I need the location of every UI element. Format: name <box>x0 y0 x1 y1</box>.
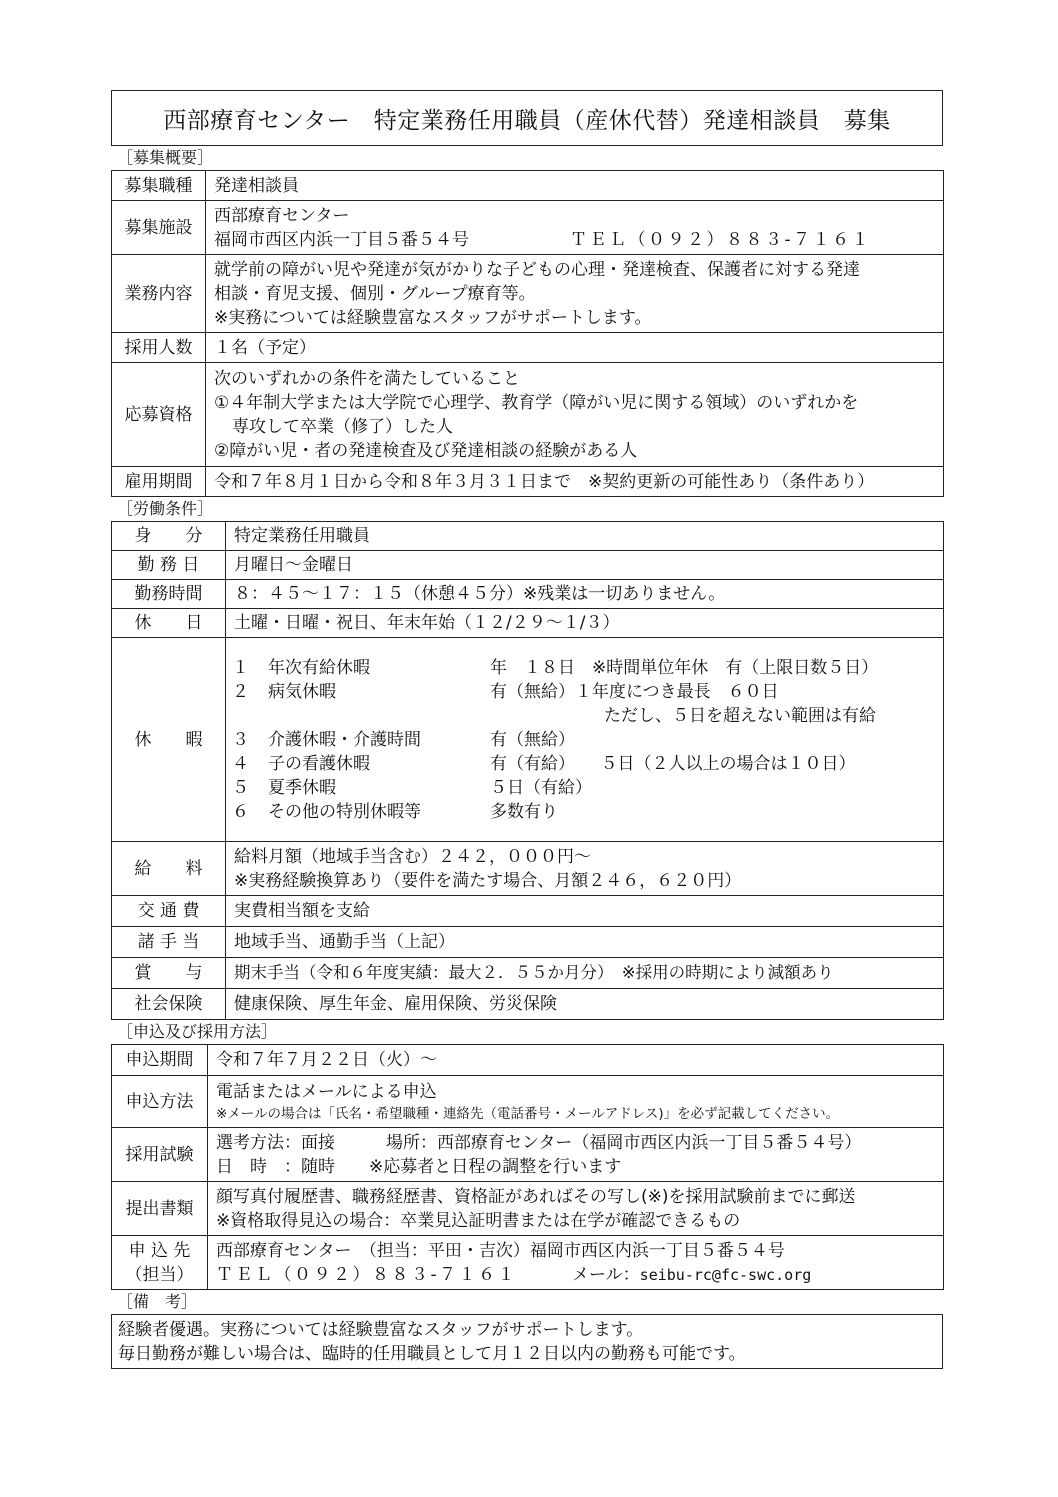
duties-line: ※実務については経験豊富なスタッフがサポートします。 <box>214 307 652 328</box>
apply-method-value <box>208 1076 944 1128</box>
documents-line: 顔写真付履歴書、職務経歴書、資格証があればその写し(※)を採用試験前までに郵送 <box>216 1186 856 1207</box>
contact-line: 西部療育センター （担当：平田・吉次）福岡市西区内浜一丁目５番５４号 <box>216 1240 785 1261</box>
status-label: 身 分 <box>112 522 226 551</box>
contact-label-line: （担当） <box>125 1264 194 1285</box>
salary-label: 給 料 <box>112 842 226 896</box>
table-row <box>112 201 944 255</box>
duties-line: 相談・育児支援、個別・グループ療育等。 <box>214 283 536 304</box>
leave-name: 年次有給休暇 <box>268 657 370 678</box>
leave-num: １ <box>232 657 249 678</box>
table-row <box>112 609 944 638</box>
leave-detail: 有（有給） ５日（２人以上の場合は１０日） <box>490 753 856 774</box>
employment-period-label: 雇用期間 <box>112 467 206 497</box>
qualification-line: 次のいずれかの条件を満たしていること <box>214 368 520 389</box>
facility-tel: ＴＥＬ（０９２）８８３-７１６１ <box>570 229 872 250</box>
contact-mail[interactable]: seibu-rc@fc-swc.org <box>639 1265 812 1284</box>
leave-detail: ５日（有給） <box>490 777 592 798</box>
table-row <box>112 1076 944 1128</box>
qualification-line: 専攻して卒業（修了）した人 <box>232 416 453 437</box>
table-row <box>112 255 944 333</box>
facility-name: 西部療育センター <box>214 205 350 226</box>
workdays-value: 月曜日～金曜日 <box>226 551 944 580</box>
leave-detail: ただし、５日を超えない範囲は有給 <box>604 705 876 726</box>
leave-item <box>232 800 943 824</box>
contact-label <box>112 1236 208 1290</box>
apply-method-line: 電話またはメールによる申込 <box>216 1081 437 1102</box>
remarks-line: 毎日勤務が難しい場合は、臨時的任用職員として月１２日以内の勤務も可能です。 <box>118 1343 746 1364</box>
table-row <box>112 638 944 842</box>
qualification-line: ①４年制大学または大学院で心理学、教育学（障がい児に関する領域）のいずれかを <box>214 392 859 413</box>
leave-name: 子の看護休暇 <box>268 753 370 774</box>
leave-item <box>232 776 943 800</box>
leave-item <box>232 656 943 680</box>
duties-label: 業務内容 <box>112 255 206 333</box>
holidays-label: 休 日 <box>112 609 226 638</box>
documents-value <box>208 1182 944 1236</box>
leave-name: その他の特別休暇等 <box>268 801 421 822</box>
conditions-table <box>111 521 944 1020</box>
leave-name: 介護休暇・介護時間 <box>268 729 421 750</box>
duties-line: 就学前の障がい児や発達が気がかりな子どもの心理・発達検査、保護者に対する発達 <box>214 259 860 280</box>
table-row <box>112 467 944 497</box>
allowance-value: 地域手当、通勤手当（上記） <box>226 927 944 958</box>
table-row <box>112 333 944 363</box>
contact-value <box>208 1236 944 1290</box>
leave-num: ６ <box>232 801 249 822</box>
contact-tel: ＴＥＬ（０９２）８８３-７１６１ <box>216 1264 518 1285</box>
employment-period-value: 令和７年８月１日から令和８年３月３１日まで ※契約更新の可能性あり（条件あり） <box>206 467 944 497</box>
salary-value <box>226 842 944 896</box>
bonus-label: 賞 与 <box>112 958 226 989</box>
leave-num: ４ <box>232 753 249 774</box>
section-heading-overview: ［募集概要］ <box>117 148 214 167</box>
leave-num: ５ <box>232 777 249 798</box>
apply-method-label: 申込方法 <box>112 1076 208 1128</box>
leave-detail: 有（無給） <box>490 729 575 750</box>
contact-tel-row <box>216 1263 943 1287</box>
count-label: 採用人数 <box>112 333 206 363</box>
table-row <box>112 842 944 896</box>
duties-value <box>206 255 944 333</box>
page-title: 西部療育センター 特定業務任用職員（産休代替）発達相談員 募集 <box>111 90 943 146</box>
leave-detail: 多数有り <box>490 801 558 822</box>
section-heading-apply: ［申込及び採用方法］ <box>117 1022 278 1041</box>
transport-label: 交 通 費 <box>112 896 226 927</box>
table-row <box>112 1045 944 1076</box>
contact-label-line: 申 込 先 <box>128 1240 191 1261</box>
documents-line: ※資格取得見込の場合：卒業見込証明書または在学が確認できるもの <box>216 1210 741 1231</box>
table-row <box>112 171 944 201</box>
apply-table <box>111 1044 944 1290</box>
table-row <box>112 1236 944 1290</box>
holidays-value: 土曜・日曜・祝日、年末年始（１２/２９～１/３） <box>226 609 944 638</box>
transport-value: 実費相当額を支給 <box>226 896 944 927</box>
bonus-value: 期末手当（令和６年度実績：最大２．５５か月分） ※採用の時期により減額あり <box>226 958 944 989</box>
leave-num: ３ <box>232 729 249 750</box>
apply-period-label: 申込期間 <box>112 1045 208 1076</box>
remarks-table <box>111 1314 943 1369</box>
insurance-label: 社会保険 <box>112 989 226 1020</box>
allowance-label: 諸 手 当 <box>112 927 226 958</box>
section-heading-remarks: ［備 考］ <box>117 1292 198 1311</box>
insurance-value: 健康保険、厚生年金、雇用保険、労災保険 <box>226 989 944 1020</box>
leave-label: 休 暇 <box>112 638 226 842</box>
recruitment-document <box>111 90 943 1369</box>
contact-mail-label: メール： <box>572 1264 640 1285</box>
leave-detail: 年 １８日 ※時間単位年休 有（上限日数５日） <box>490 657 879 678</box>
table-row <box>112 896 944 927</box>
table-row <box>112 363 944 467</box>
facility-value <box>206 201 944 255</box>
table-row <box>112 551 944 580</box>
apply-period-value: 令和７年７月２２日（火）～ <box>208 1045 944 1076</box>
leave-item <box>232 752 943 776</box>
leave-num: ２ <box>232 681 249 702</box>
qualification-value <box>206 363 944 467</box>
workdays-label: 勤 務 日 <box>112 551 226 580</box>
table-row <box>112 1128 944 1182</box>
salary-line: ※実務経験換算あり（要件を満たす場合、月額２４６，６２０円） <box>234 870 742 891</box>
table-row <box>112 927 944 958</box>
exam-value <box>208 1128 944 1182</box>
leave-item <box>232 728 943 752</box>
salary-line: 給料月額（地域手当含む）２４２，０００円～ <box>234 846 591 867</box>
leave-name: 病気休暇 <box>268 681 336 702</box>
leave-value <box>226 638 944 842</box>
job-value: 発達相談員 <box>206 171 944 201</box>
leave-name: 夏季休暇 <box>268 777 336 798</box>
job-label: 募集職種 <box>112 171 206 201</box>
leave-detail: 有（無給）１年度につき最長 ６０日 <box>490 681 779 702</box>
exam-line: 日 時 ：随時 ※応募者と日程の調整を行います <box>216 1156 622 1177</box>
qualification-label: 応募資格 <box>112 363 206 467</box>
leave-item <box>232 704 943 728</box>
remarks-line: 経験者優遇。実務については経験豊富なスタッフがサポートします。 <box>118 1319 644 1340</box>
table-row <box>112 989 944 1020</box>
table-row <box>112 958 944 989</box>
exam-line: 選考方法：面接 場所：西部療育センター（福岡市西区内浜一丁目５番５４号） <box>216 1132 862 1153</box>
hours-value: ８：４５～１７：１５（休憩４５分）※残業は一切ありません。 <box>226 580 944 609</box>
facility-address: 福岡市西区内浜一丁目５番５４号 <box>214 229 469 250</box>
exam-label: 採用試験 <box>112 1128 208 1182</box>
table-row <box>112 1182 944 1236</box>
table-row <box>112 522 944 551</box>
hours-label: 勤務時間 <box>112 580 226 609</box>
table-row <box>112 1315 943 1369</box>
facility-address-row <box>214 228 943 252</box>
status-value: 特定業務任用職員 <box>226 522 944 551</box>
section-heading-conditions: ［労働条件］ <box>117 499 214 518</box>
count-value: １名（予定） <box>206 333 944 363</box>
facility-label: 募集施設 <box>112 201 206 255</box>
qualification-line: ②障がい児・者の発達検査及び発達相談の経験がある人 <box>214 440 638 461</box>
apply-method-note: ※メールの場合は「氏名・希望職種・連絡先（電話番号・メールアドレス)」を必ず記載してください。 <box>216 1105 840 1122</box>
documents-label: 提出書類 <box>112 1182 208 1236</box>
table-row <box>112 580 944 609</box>
overview-table <box>111 170 944 497</box>
leave-item <box>232 680 943 704</box>
remarks-value <box>112 1315 943 1369</box>
